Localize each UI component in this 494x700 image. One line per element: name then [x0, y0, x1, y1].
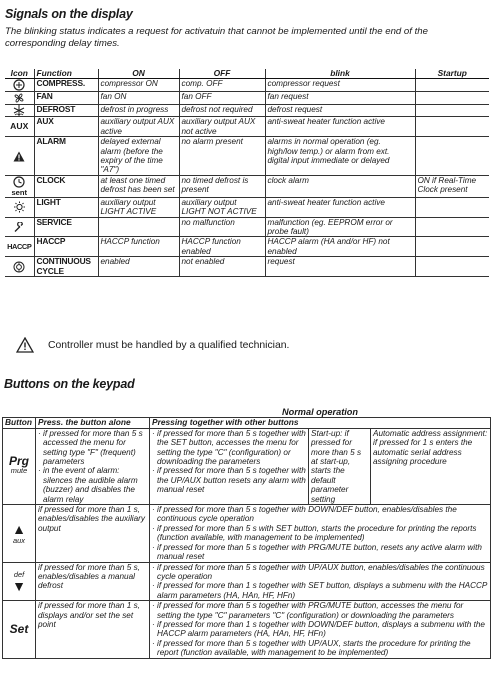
off-value: comp. OFF: [179, 79, 265, 92]
alone-line: · in the event of alarm: silences the audible alarm (buzzer) and disables the alarm relay: [38, 466, 138, 504]
on-value: auxiliary output AUX active: [98, 117, 179, 137]
startup-value: [415, 197, 489, 217]
col-function-header: Function: [34, 69, 98, 79]
down-def-button: [3, 562, 36, 601]
off-value: auxiliary output LIGHT NOT ACTIVE: [179, 197, 265, 217]
together-line: · if pressed for more than 5 s together with UP/AUX button, enables/disables the continuous cycle operation: [152, 562, 485, 581]
col-startup-header: Startup: [415, 69, 489, 79]
table-row: [5, 79, 489, 92]
on-value: at least one timed defrost has been set: [98, 175, 179, 197]
alone-cell: [36, 505, 150, 562]
col-on-header: ON: [98, 69, 179, 79]
table-row: [5, 217, 489, 237]
on-value: [98, 217, 179, 237]
on-value: compressor ON: [98, 79, 179, 92]
alone-line: if pressed for more than 5 s, enables/disables a manual defrost: [38, 562, 140, 591]
down-arrow-icon: ▼: [12, 578, 26, 595]
function-name: COMPRESS.: [34, 79, 98, 92]
blink-value: compressor request: [265, 79, 415, 92]
keypad-row-down-def: [3, 562, 491, 601]
col-icon-header: Icon: [5, 69, 34, 79]
table-row: [5, 257, 489, 277]
blink-value: anti-sweat heater function active: [265, 117, 415, 137]
together-line: · if pressed for more than 5 s together with DOWN/DEF button, enables/disables the continuous cycle operation: [152, 505, 457, 524]
startup-value: [415, 117, 489, 137]
startup-value: ON if Real-Time Clock present: [415, 175, 489, 197]
function-name: ALARM: [34, 137, 98, 176]
function-name: HACCP: [34, 237, 98, 257]
together-line: · if pressed for more than 5 s together with PRG/MUTE button, accesses the menu for setting the type "C" parameters "C" (configuration) or downloading the parameters: [152, 601, 464, 620]
together-cell: [150, 562, 491, 601]
compressor-icon: [5, 79, 34, 92]
keypad-title: Buttons on the keypad: [4, 377, 135, 391]
alone-cell: [36, 428, 150, 504]
col-button-header: Button: [3, 418, 36, 428]
off-value: fan OFF: [179, 92, 265, 105]
normal-operation-header: Normal operation: [150, 408, 491, 418]
table-row: [5, 237, 489, 257]
off-value: no timed defrost is present: [179, 175, 265, 197]
defrost-icon: [5, 105, 34, 117]
blink-value: fan request: [265, 92, 415, 105]
together-line: · if pressed for more than 5 s together with the SET button, accesses the menu for setting the type "C" (configuration) or downloading the parameters: [152, 428, 306, 467]
blink-value: request: [265, 257, 415, 277]
off-value: HACCP function enabled: [179, 237, 265, 257]
startup-value: [415, 257, 489, 277]
on-value: defrost in progress: [98, 105, 179, 117]
startup-value: [415, 237, 489, 257]
mute-label: mute: [10, 466, 28, 476]
blink-value: defrost request: [265, 105, 415, 117]
on-value: enabled: [98, 257, 179, 277]
col-together-header: Pressing together with other buttons: [150, 418, 491, 428]
aux-icon: AUX: [5, 117, 34, 137]
keypad-header-row: [3, 418, 491, 428]
alone-cell: [36, 562, 150, 601]
on-value: delayed external alarm (before the expiry of the time "A7"): [98, 137, 179, 176]
signals-header-row: [5, 69, 489, 79]
alone-line: if pressed for more than 1 s, displays and/or set the set point: [38, 601, 140, 629]
function-name: DEFROST: [34, 105, 98, 117]
col-blink-header: blink: [265, 69, 415, 79]
signals-title: Signals on the display: [5, 7, 133, 21]
prg-label: Prg: [8, 454, 29, 469]
prg-mute-button: [3, 428, 36, 504]
startup-value: [415, 79, 489, 92]
together-cell: [150, 505, 491, 562]
together-line: · if pressed for more than 5 s together with the UP/AUX button resets any alarm with manual reset: [152, 466, 306, 495]
together-line: · if pressed for more than 5 s together with PRG/MUTE button, resets any active alarm with manual reset: [152, 542, 482, 562]
off-value: no malfunction: [179, 217, 265, 237]
up-arrow-icon: ▲: [12, 520, 26, 537]
alone-cell: [36, 601, 150, 658]
warning-triangle-icon: [16, 337, 34, 358]
together-line: · if pressed for more than 1 s together with DOWN/DEF button, displays a submenu with the HACCP alarm parameters (HA, HAn, HF, HFn): [152, 619, 485, 639]
blink-value: alarms in normal operation (eg. high/low temp.) or alarm from ext. digital input immediate or delayed: [265, 137, 415, 176]
alarm-icon: [5, 137, 34, 176]
col-alone-header: Press. the button alone: [36, 418, 150, 428]
service-icon: [5, 217, 34, 237]
light-icon: [5, 197, 34, 217]
haccp-icon: HACCP: [5, 237, 34, 257]
set-label: Set: [9, 621, 29, 636]
aux-label: aux: [13, 535, 25, 545]
function-name: FAN: [34, 92, 98, 105]
keypad-row-prg: [3, 428, 491, 504]
keypad-row-set: [3, 601, 491, 658]
signals-intro: The blinking status indicates a request for activatuin that cannot be implemented until the end of the corresponding delay times.: [5, 26, 428, 49]
table-row: [5, 137, 489, 176]
startup-value: [415, 217, 489, 237]
fan-icon: [5, 92, 34, 105]
def-label: def: [13, 569, 25, 579]
autoaddress-cell: Automatic address assignment: if pressed for 1 s enters the automatic serial address assigning procedure: [371, 428, 491, 504]
startup-value: [415, 137, 489, 176]
continuous-cycle-icon: [5, 257, 34, 277]
function-name: CLOCK: [34, 175, 98, 197]
clock-icon-label: sent: [11, 187, 28, 197]
signals-table: [5, 69, 489, 277]
keypad-row-up-aux: [3, 505, 491, 562]
table-row: [5, 197, 489, 217]
keypad-table: [2, 408, 491, 659]
alone-line: if pressed for more than 1 s, enables/disables the auxiliary output: [38, 505, 145, 533]
table-row: [5, 105, 489, 117]
on-value: HACCP function: [98, 237, 179, 257]
clock-icon: [5, 175, 34, 197]
up-aux-button: [3, 505, 36, 562]
function-name: SERVICE: [34, 217, 98, 237]
blink-value: malfunction (eg. EEPROM error or probe fault): [265, 217, 415, 237]
keypad-supheader-row: [3, 408, 491, 418]
alone-line: · if pressed for more than 5 s accessed the menu for setting type "F" (frequent) parameters: [38, 428, 143, 467]
off-value: defrost not required: [179, 105, 265, 117]
startup-value: [415, 105, 489, 117]
startup-cell: Start-up: if pressed for more than 5 s at start-up, starts the default parameter setting: [309, 428, 371, 504]
startup-value: [415, 92, 489, 105]
on-value: auxiliary output LIGHT ACTIVE: [98, 197, 179, 217]
warning-text: Controller must be handled by a qualified technician.: [48, 340, 290, 351]
set-button: [3, 601, 36, 658]
together-line: · if pressed for more than 5 s with SET button, starts the procedure for printing the reports (function available, with management to be implemented): [152, 523, 477, 543]
blink-value: HACCP alarm (HA and/or HF) not enabled: [265, 237, 415, 257]
table-row: [5, 92, 489, 105]
off-value: no alarm present: [179, 137, 265, 176]
function-name: CONTINUOUS CYCLE: [34, 257, 98, 277]
table-row: [5, 117, 489, 137]
function-name: LIGHT: [34, 197, 98, 217]
blink-value: anti-sweat heater function active: [265, 197, 415, 217]
together-line: · if pressed for more than 1 s together with SET button, displays a submenu with the HACCP alarm parameters (HA, HAn, HF, HFn): [152, 581, 488, 600]
function-name: AUX: [34, 117, 98, 137]
off-value: auxiliary output AUX not active: [179, 117, 265, 137]
off-value: not enabled: [179, 257, 265, 277]
together-cell: [150, 428, 309, 504]
table-row: [5, 175, 489, 197]
on-value: fan ON: [98, 92, 179, 105]
col-off-header: OFF: [179, 69, 265, 79]
blink-value: clock alarm: [265, 175, 415, 197]
together-line: · if pressed for more than 5 s together with UP/AUX, starts the procedure for printing the report (function available, with management to be implemented): [152, 638, 471, 658]
together-cell: [150, 601, 491, 658]
